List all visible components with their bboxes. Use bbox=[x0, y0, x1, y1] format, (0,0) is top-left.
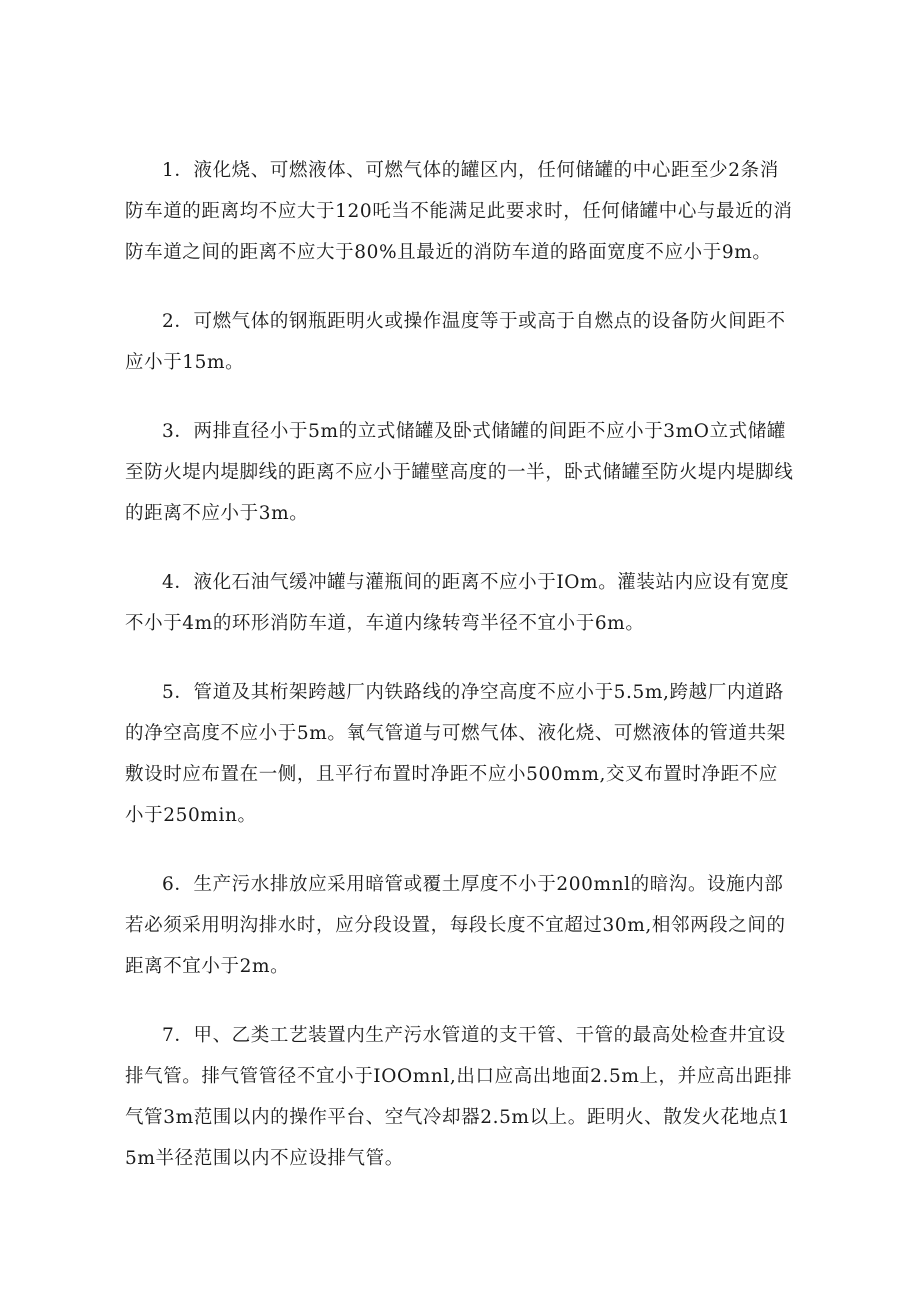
paragraph-4 bbox=[125, 562, 795, 644]
paragraph-number: 4 bbox=[162, 572, 175, 593]
paragraph-text: ．生产污水排放应采用暗管或覆土厚度不小于200mnl的暗沟。设施内部若必须采用明沟排水时，应分段设置，每段长度不宜超过30m,相邻两段之间的距离不宜小于2m。 bbox=[125, 874, 786, 977]
paragraph-2 bbox=[125, 301, 795, 383]
paragraph-text: ．可燃气体的钢瓶距明火或操作温度等于或高于自燃点的设备防火间距不应小于15m。 bbox=[125, 311, 786, 373]
paragraph-1 bbox=[125, 150, 795, 273]
paragraph-6 bbox=[125, 864, 795, 987]
paragraph-text: ．液化石油气缓冲罐与灌瓶间的距离不应小于IOm。灌装站内应设有宽度不小于4m的环形消防车道，车道内缘转弯半径不宜小于6m。 bbox=[125, 572, 790, 634]
paragraph-3 bbox=[125, 411, 795, 534]
paragraph-text: ．液化烧、可燃液体、可燃气体的罐区内，任何储罐的中心距至少2条消防车道的距离均不应大于120吒当不能满足此要求时，任何储罐中心与最近的消防车道之间的距离不应大于80%且最近的消防车道的路面宽度不应小于9m。 bbox=[125, 160, 793, 263]
document-body bbox=[125, 150, 795, 1207]
paragraph-7 bbox=[125, 1015, 795, 1179]
paragraph-text: ．甲、乙类工艺装置内生产污水管道的支干管、干管的最高处检查井宜设排气管。排气管管径不宜小于IOOmnl,出口应高出地面2.5m上，并应高出距排气管3m范围以内的操作平台、空气冷却器2.5m以上。距明火、散发火花地点15m半径范围以内不应设排气管。 bbox=[125, 1025, 793, 1169]
paragraph-number: 6 bbox=[162, 874, 175, 895]
paragraph-number: 1 bbox=[162, 160, 175, 181]
paragraph-5 bbox=[125, 672, 795, 836]
paragraph-number: 3 bbox=[162, 421, 175, 442]
paragraph-text: ．管道及其桁架跨越厂内铁路线的净空高度不应小于5.5m,跨越厂内道路的净空高度不应小于5m。氧气管道与可燃气体、液化烧、可燃液体的管道共架敷设时应布置在一侧，且平行布置时净距不应小500mm,交叉布置时净距不应小于250min。 bbox=[125, 682, 786, 826]
paragraph-number: 5 bbox=[162, 682, 175, 703]
paragraph-text: ．两排直径小于5m的立式储罐及卧式储罐的间距不应小于3mO立式储罐至防火堤内堤脚线的距离不应小于罐壁高度的一半，卧式储罐至防火堤内堤脚线的距离不应小于3m。 bbox=[125, 421, 794, 524]
paragraph-number: 2 bbox=[162, 311, 175, 332]
paragraph-number: 7 bbox=[162, 1025, 175, 1046]
